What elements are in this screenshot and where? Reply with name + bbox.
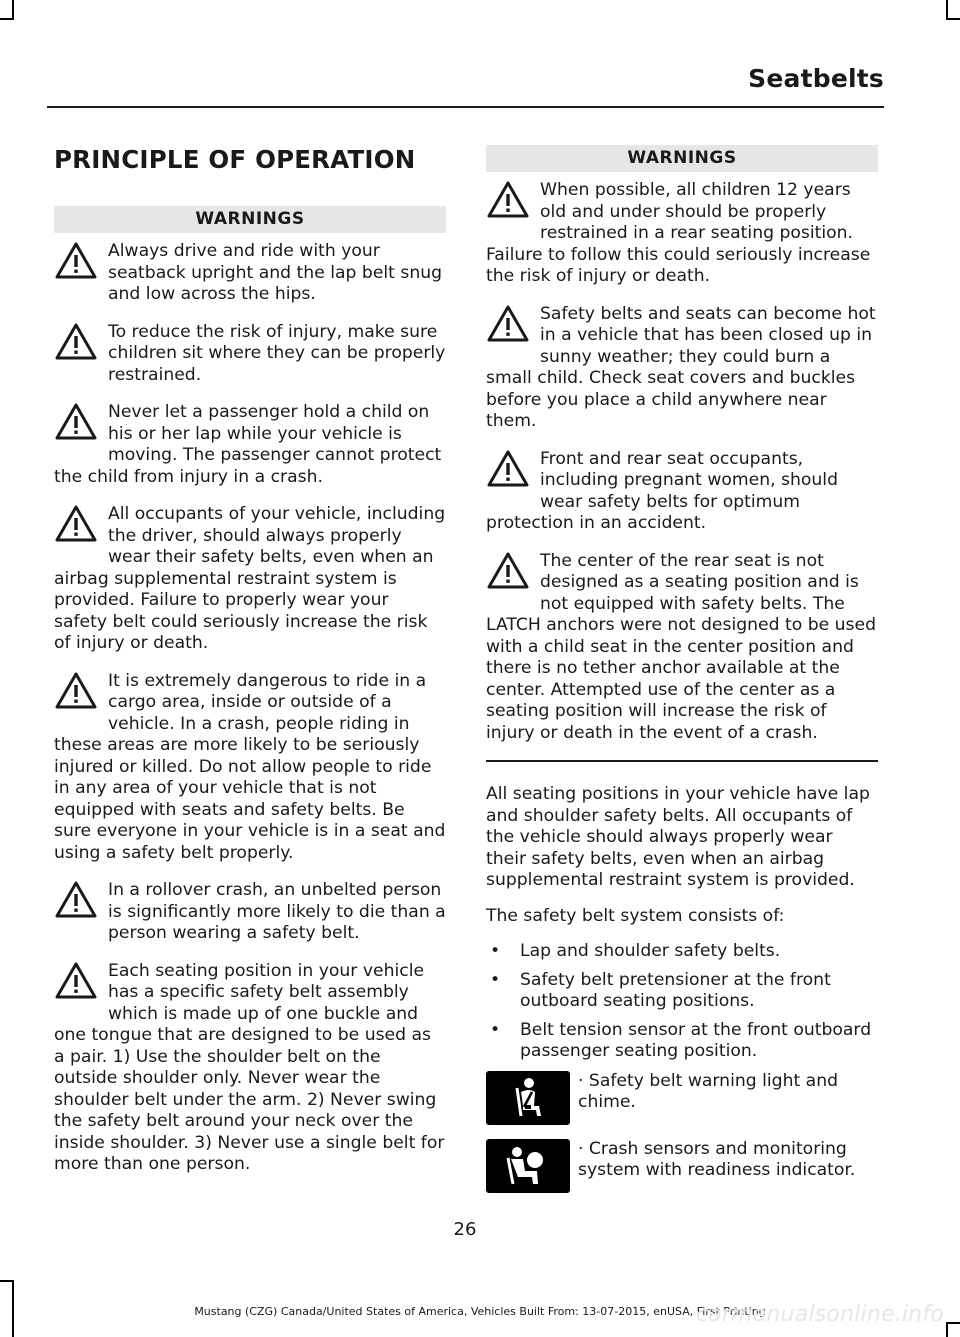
warning-text: Never let a passenger hold a child on his or her lap while your vehicle is moving. The passenger cannot protect the child from injury in a crash. [54,402,442,487]
warning-triangle-icon [54,241,104,287]
warning-text: All occupants of your vehicle, including the driver, should always properly wear their safety belts, even when an airbag supplemental restraint system is provided. Failure to properly wear your safety belt could seriously increase the risk of injury or death. [54,504,446,653]
warning-text: It is extremely dangerous to ride in a cargo area, inside or outside of a vehicle. In a crash, people riding in these areas are more likely to be seriously injured or killed. Do not allow people to ride in any area of your vehicle that is not equipped with seats and safety belts. Be sure everyone in your vehicle is in a seat and using a safety belt properly. [54,670,446,863]
warning-triangle-icon [486,551,536,597]
warning-triangle-icon [54,504,104,550]
airbag-indicator-icon [486,1139,570,1193]
symbol-row [486,1139,878,1193]
list-item-text: Safety belt pretensioner at the front outboard seating positions. [520,969,831,1011]
list-item-text: Belt tension sensor at the front outboard passenger seating position. [520,1019,872,1061]
intro-paragraph: All seating positions in your vehicle have lap and shoulder safety belts. All occupants of the vehicle should always properly wear their safety belts, even when an airbag supplemental restraint system is provided. [486,784,870,890]
crop-mark [12,0,14,20]
warning-text: Always drive and ride with your seatback upright and the lap belt snug and low across the hips. [108,241,443,304]
warning-triangle-icon [486,180,536,226]
list-item [486,941,878,963]
warning-text: Each seating position in your vehicle has a specific safety belt assembly which is made up of one buckle and one tongue that are designed to be used as a pair. 1) Use the shoulder belt on the outside shoulder only. Never wear the shoulder belt under the arm. 2) Never swing the safety belt around your neck over the inside shoulder. 3) Never use a single belt for more than one person. [54,960,445,1174]
warning-triangle-icon [54,961,104,1007]
crop-mark [0,18,14,20]
list-item-text: Lap and shoulder safety belts. [520,941,781,961]
crop-mark [0,1280,14,1282]
system-lead: The safety belt system consists of: [486,905,785,926]
warning-item [54,671,446,865]
warning-text: When possible, all children 12 years old and under should be properly restrained in a rear seating position. Failure to follow this could seriously increase the risk of injury or death. [486,180,871,286]
warning-item [486,449,878,535]
watermark: carmanualsonline.info [695,1302,944,1327]
page-header-title: Seatbelts [748,64,884,93]
warning-item [54,241,446,306]
bullet-dot: • [490,1019,501,1040]
header-rule [47,106,884,108]
symbol-row [486,1071,878,1125]
warning-item [486,304,878,433]
warning-text: In a rollover crash, an unbelted person is significantly more likely to die than a person wearing a safety belt. [108,880,446,943]
warning-item [54,504,446,655]
warning-triangle-icon [486,449,536,495]
warning-triangle-icon [486,304,536,350]
page-number: 26 [453,1219,477,1240]
warning-item [486,551,878,745]
warning-text: The center of the rear seat is not designed as a seating position and is not equipped with safety belts. The LATCH anchors were not designed to be used with a child seat in the center position and there is no tether anchor available at the center. Attempted use of the center as a seating position will increase the risk of injury or death in the event of a crash. [486,550,876,743]
crop-mark [946,18,960,20]
symbol-text: · Crash sensors and monitoring system with readiness indicator. [578,1138,856,1180]
warning-text: Safety belts and seats can become hot in a vehicle that has been closed up in sunny weather; they could burn a small child. Check seat covers and buckles before you place a child anywhere near them. [486,303,876,431]
bullet-dot: • [490,969,501,990]
left-column [54,145,446,1192]
list-item [486,970,878,1013]
warning-triangle-icon [54,671,104,717]
component-list [486,941,878,1063]
warning-triangle-icon [54,322,104,368]
warning-item [54,322,446,387]
footer-text: Mustang (CZG) Canada/United States of America, Vehicles Built From: 13-07-2015, enUSA, First Printing [194,1305,766,1318]
symbol-text: · Safety belt warning light and chime. [578,1070,839,1112]
crop-mark [946,1322,960,1324]
bullet-dot: • [490,941,501,961]
seatbelt-warning-icon [486,1071,570,1125]
list-item [486,1020,878,1063]
warning-item [54,402,446,488]
warning-triangle-icon [54,880,104,926]
warning-triangle-icon [54,402,104,448]
warnings-heading: WARNINGS [486,145,878,172]
warning-item [54,961,446,1176]
section-title: PRINCIPLE OF OPERATION [54,145,416,174]
warnings-heading: WARNINGS [54,206,446,233]
warnings-end-rule [486,760,878,762]
warning-item [486,180,878,288]
warning-text: Front and rear seat occupants, including pregnant women, should wear safety belts for optimum protection in an accident. [486,448,838,533]
right-column [486,145,878,1207]
warning-text: To reduce the risk of injury, make sure children sit where they can be properly restrained. [108,321,446,385]
crop-mark [946,0,948,20]
warning-item [54,880,446,945]
crop-mark [946,1322,948,1337]
